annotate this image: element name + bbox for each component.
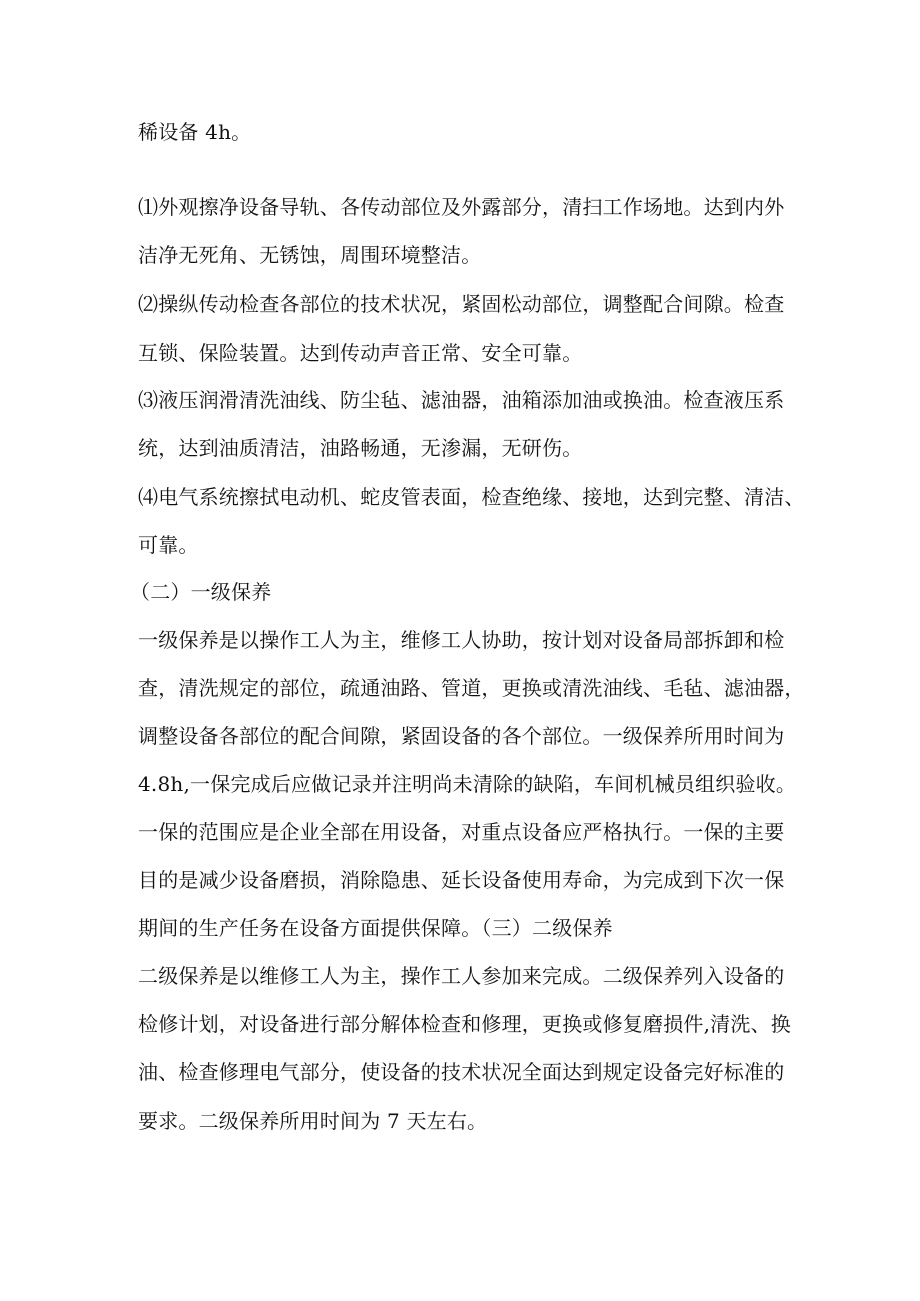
paragraph-first-level-line-2: 查，清洗规定的部位，疏通油路、管道，更换或清洗油线、毛毡、滤油器， xyxy=(138,676,805,700)
paragraph-first-level-line-7: 期间的生产任务在设备方面提供保障。（三）二级保养 xyxy=(138,916,613,940)
paragraph-second-level-line-1: 二级保养是以维修工人为主，操作工人参加来完成。二级保养列入设备的 xyxy=(138,964,785,988)
paragraph-first-level-line-5: 一保的范围应是企业全部在用设备，对重点设备应严格执行。一保的主要 xyxy=(138,820,785,844)
paragraph-second-level-line-3: 油、检查修理电气部分，使设备的技术状况全面达到规定设备完好标准的 xyxy=(138,1060,785,1084)
paragraph-second-level-line-4: 要求。二级保养所用时间为 7 天左右。 xyxy=(138,1109,488,1133)
paragraph-first-level-line-3: 调整设备各部位的配合间隙，紧固设备的各个部位。一级保养所用时间为 xyxy=(138,724,785,748)
paragraph-second-level-line-2: 检修计划，对设备进行部分解体检查和修理，更换或修复磨损件,清洗、换 xyxy=(138,1012,791,1036)
item-1-line-1: ⑴外观擦净设备导轨、各传动部位及外露部分，清扫工作场地。达到内外 xyxy=(138,195,785,219)
paragraph-first-level-line-6: 目的是减少设备磨损，消除隐患、延长设备使用寿命，为完成到下次一保 xyxy=(138,868,785,892)
item-4-line-2: 可靠。 xyxy=(138,533,199,557)
item-3-line-2: 统，达到油质清洁，油路畅通，无渗漏，无研伤。 xyxy=(138,436,583,460)
section-heading-first-level: （二）一级保养 xyxy=(130,580,272,604)
text-line-1: 稀设备 4h。 xyxy=(138,120,252,144)
item-2-line-1: ⑵操纵传动检查各部位的技术状况，紧固松动部位，调整配合间隙。检查 xyxy=(138,292,785,316)
paragraph-first-level-line-1: 一级保养是以操作工人为主，维修工人协助，按计划对设备局部拆卸和检 xyxy=(138,628,785,652)
item-2-line-2: 互锁、保险装置。达到传动声音正常、安全可靠。 xyxy=(138,341,583,365)
item-1-line-2: 洁净无死角、无锈蚀，周围环境整洁。 xyxy=(138,243,482,267)
item-3-line-1: ⑶液压润滑清洗油线、防尘毡、滤油器，油箱添加油或换油。检查液压系 xyxy=(138,388,785,412)
item-4-line-1: ⑷电气系统擦拭电动机、蛇皮管表面，检查绝缘、接地，达到完整、清洁、 xyxy=(138,485,805,509)
paragraph-first-level-line-4: 4.8h,一保完成后应做记录并注明尚未清除的缺陷，车间机械员组织验收。 xyxy=(138,772,797,796)
